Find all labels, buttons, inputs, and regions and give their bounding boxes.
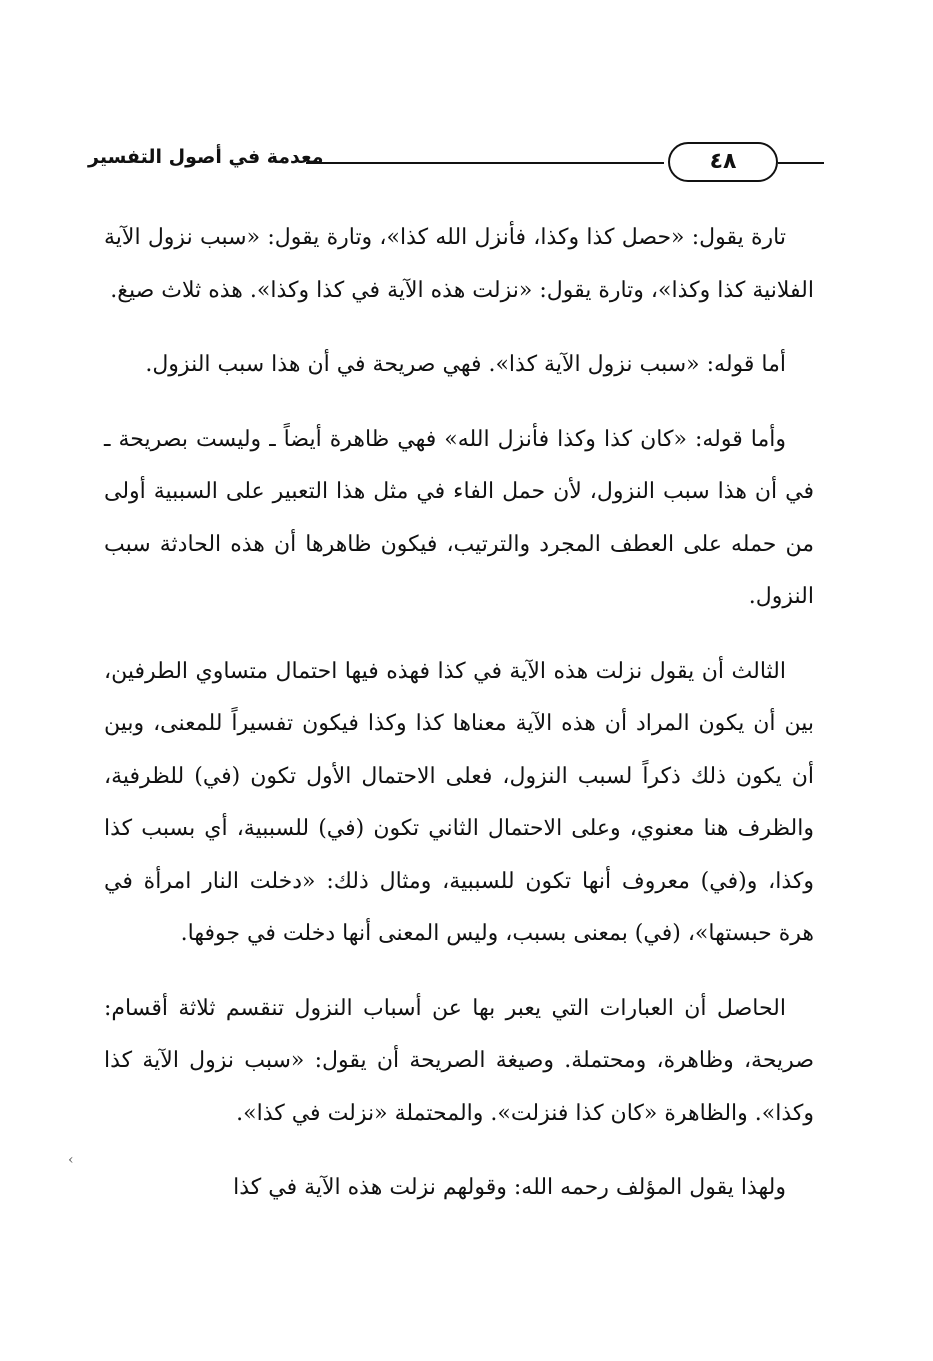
paragraph: تارة يقول: «حصل كذا وكذا، فأنزل الله كذا»، وتارة يقول: «سبب نزول الآية الفلانية كذا وكذا»، وتارة يقول: «نزلت هذه الآية في كذا وكذا». هذه ثلاث صيغ.: [104, 225, 814, 303]
running-header: [88, 138, 824, 186]
paragraph: ولهذا يقول المؤلف رحمه الله: وقولهم نزلت هذه الآية في كذا: [233, 1175, 786, 1200]
paragraph: الحاصل أن العبارات التي يعبر بها عن أسباب النزول تنقسم ثلاثة أقسام: صريحة، وظاهرة، ومحتملة. وصيغة الصريحة أن يقول: «سبب نزول الآية كذا وكذا». والظاهرة «كان كذا فنزلت». والمحتملة «نزلت في كذا».: [104, 995, 814, 1126]
page-number: ٤٨: [668, 142, 778, 182]
paragraph: الثالث أن يقول نزلت هذه الآية في كذا فهذه فيها احتمال متساوي الطرفين، بين أن يكون المراد أن هذه الآية معناها كذا وكذا فيكون تفسيراً للمعنى، وبين أن يكون ذلك ذكراً لسبب النزول، فعلى الاحتمال الأول تكون (في) للظرفية، والظرف هنا معنوي، وعلى الاحتمال الثاني تكون (في) للسببية، أي بسبب كذا وكذا، و(في) معروف أنها تكون للسببية، ومثال ذلك: «دخلت النار امرأة في هرة حبستها»، (في) بمعنى بسبب، وليس المعنى أنها دخلت في جوفها.: [104, 658, 814, 946]
paragraph: أما قوله: «سبب نزول الآية كذا». فهي صريحة في أن هذا سبب النزول.: [145, 352, 786, 377]
header-rule-short: [778, 162, 824, 164]
margin-mark: ›: [68, 1152, 74, 1168]
header-rule: [306, 162, 664, 164]
header-title: معدمة في أصول التفسير: [88, 146, 324, 168]
paragraph: وأما قوله: «كان كذا وكذا فأنزل الله» فهي ظاهرة أيضاً ـ وليست بصريحة ـ في أن هذا سبب النزول، لأن حمل الفاء في مثل هذا التعبير على السببية أولى من حمله على العطف المجرد والترتيب، فيكون ظاهرها أن هذه الحادثة سبب النزول.: [104, 426, 814, 609]
page-body: [104, 212, 814, 1237]
